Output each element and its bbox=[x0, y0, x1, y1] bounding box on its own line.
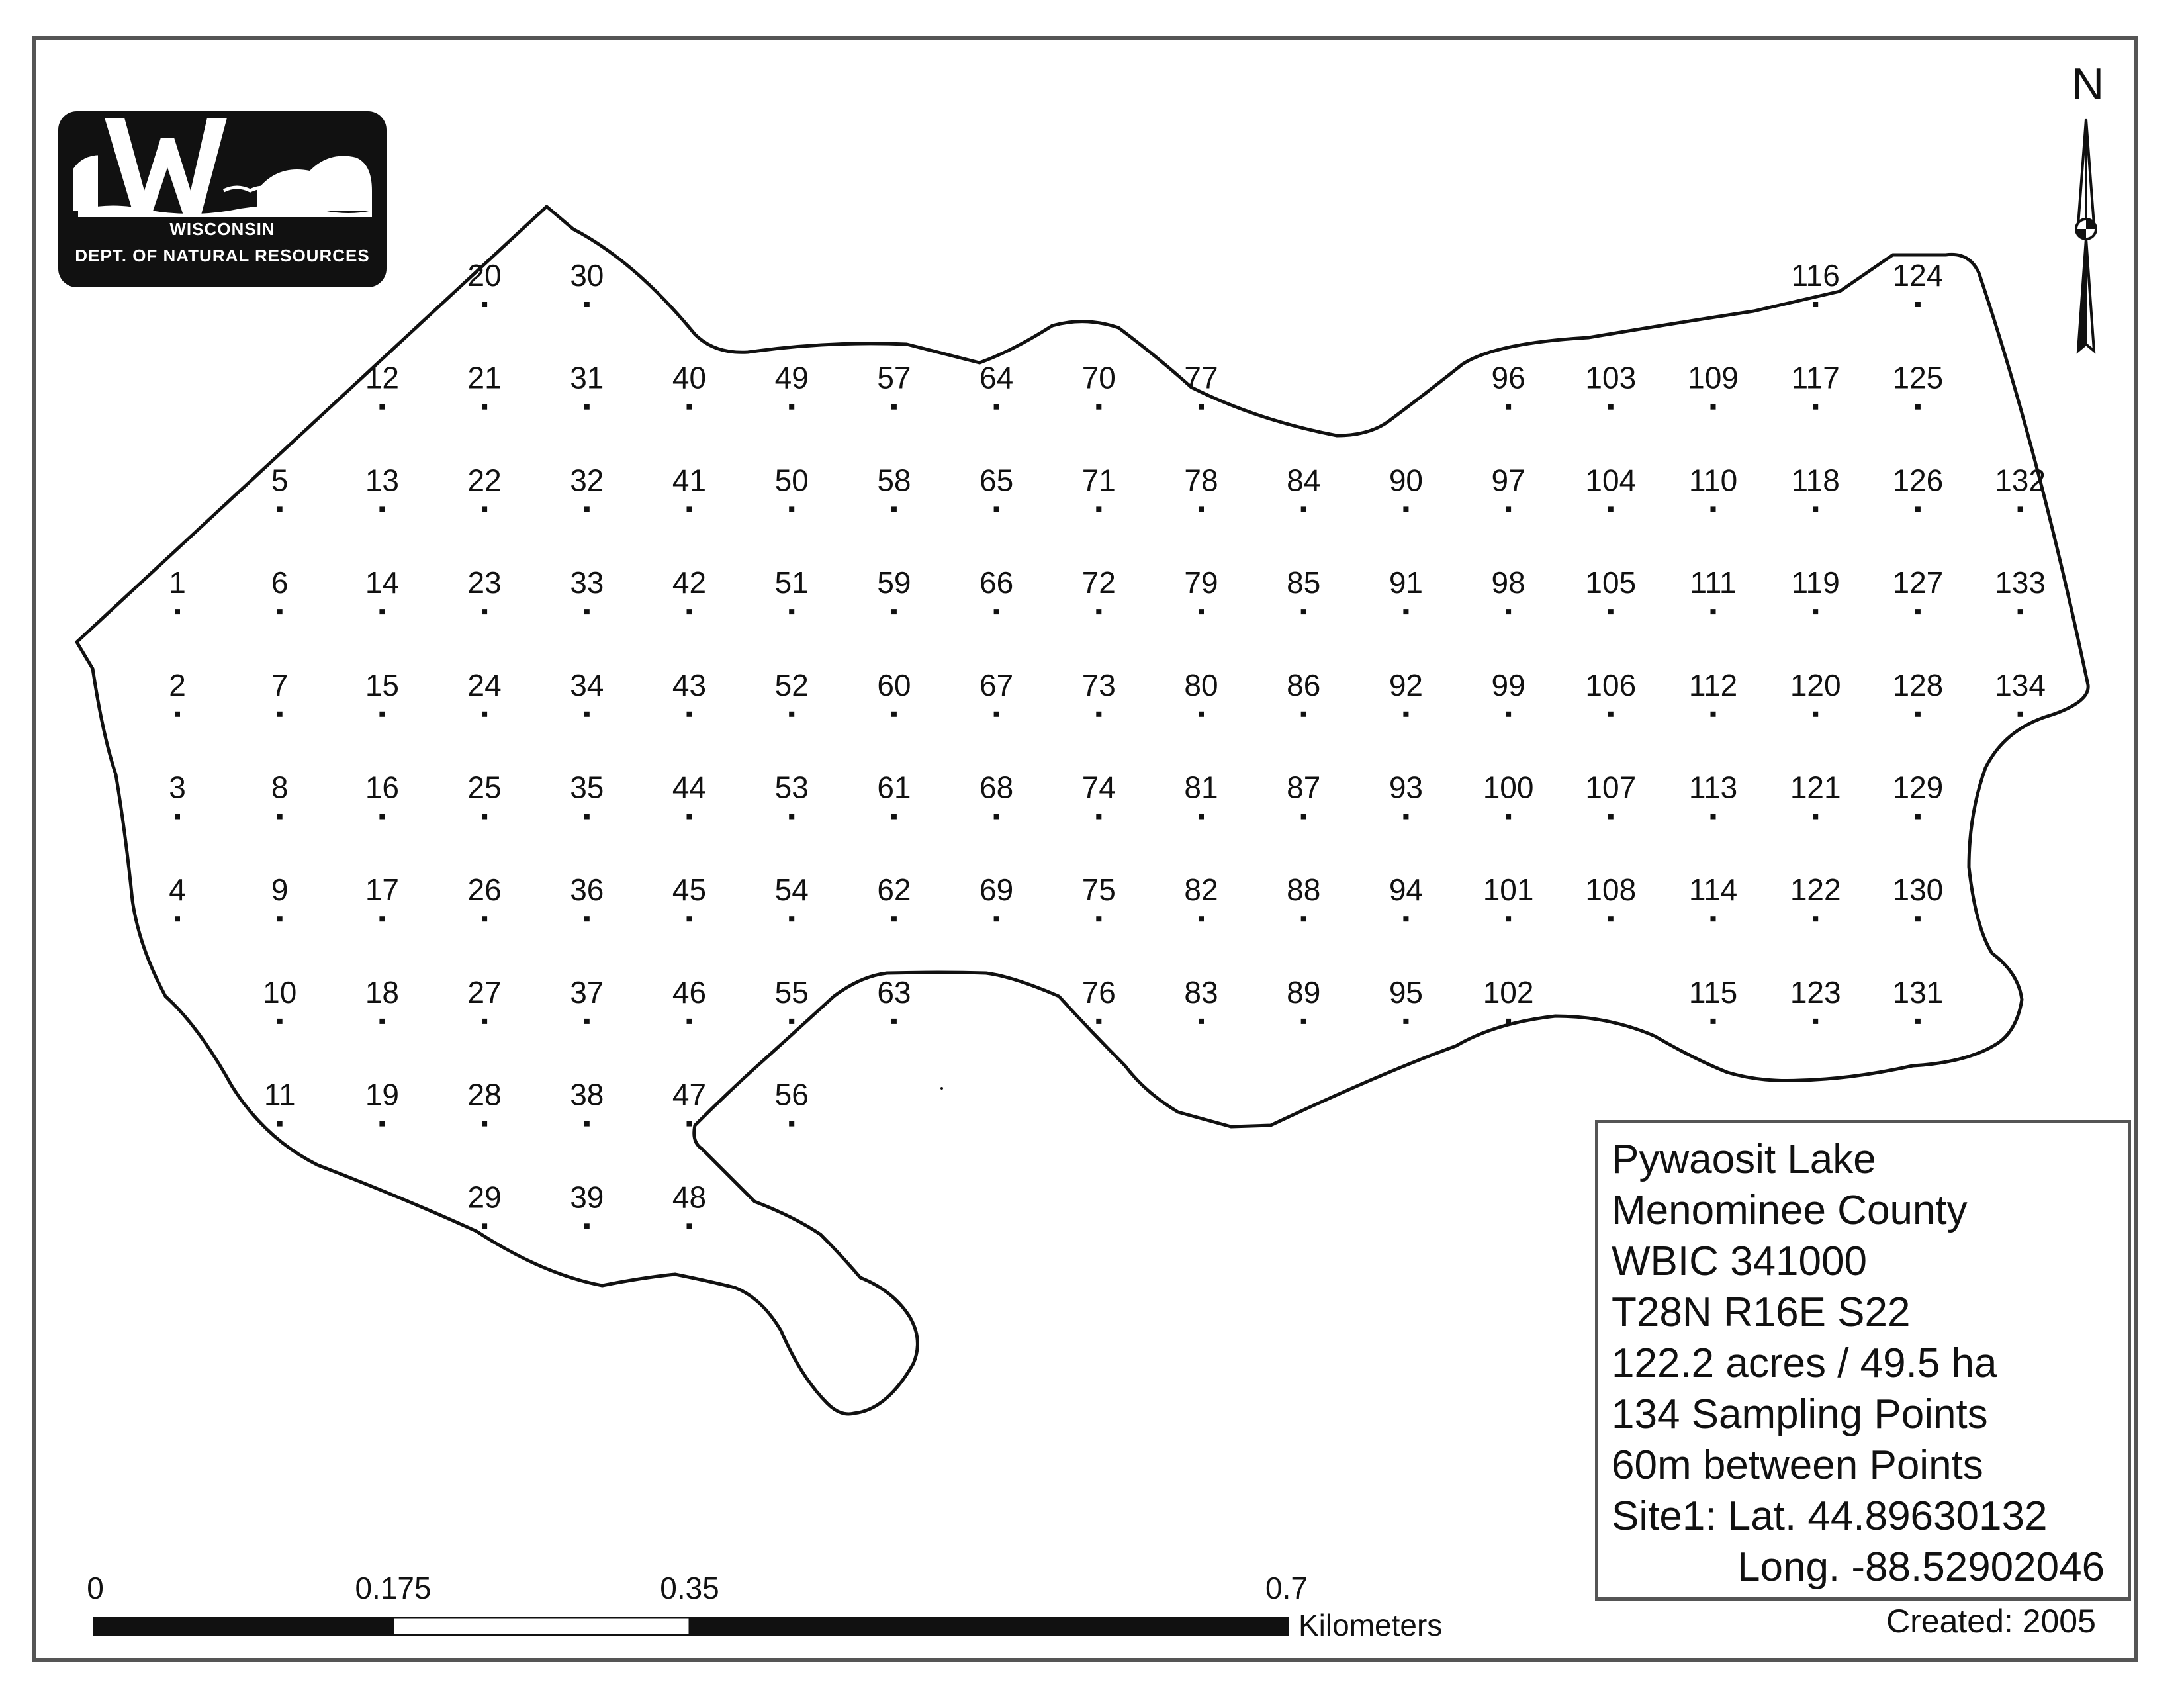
sampling-point-label: 62 bbox=[877, 872, 911, 908]
sampling-point-label: 134 bbox=[1995, 667, 2046, 702]
sampling-grid bbox=[169, 258, 2046, 1229]
sampling-point-marker bbox=[482, 814, 487, 820]
north-arrow-icon bbox=[2076, 119, 2096, 351]
scale-tick-0: 0 bbox=[87, 1571, 104, 1605]
sampling-point-marker bbox=[379, 1019, 385, 1024]
sampling-point-marker bbox=[994, 712, 999, 717]
sampling-point-label: 125 bbox=[1892, 360, 1944, 395]
sampling-point-label: 91 bbox=[1388, 565, 1423, 600]
sampling-point-marker bbox=[1199, 609, 1204, 614]
sampling-point-marker bbox=[1403, 1019, 1408, 1024]
sampling-point-label: 20 bbox=[467, 258, 502, 293]
sampling-point-marker bbox=[994, 814, 999, 820]
sampling-point-label: 82 bbox=[1184, 872, 1218, 908]
sampling-point-label: 41 bbox=[672, 463, 707, 498]
sampling-point-label: 42 bbox=[672, 565, 707, 600]
sampling-point-marker bbox=[482, 1019, 487, 1024]
sampling-point-marker bbox=[789, 506, 794, 512]
sampling-point-label: 121 bbox=[1790, 770, 1841, 805]
sampling-point-label: 132 bbox=[1995, 463, 2046, 498]
sampling-point-label: 71 bbox=[1081, 463, 1116, 498]
sampling-point-marker bbox=[1813, 506, 1818, 512]
sampling-point-marker bbox=[1403, 609, 1408, 614]
scale-tick-1: 0.175 bbox=[355, 1571, 432, 1605]
sampling-point-label: 24 bbox=[467, 667, 502, 702]
sampling-point-marker bbox=[379, 609, 385, 614]
sampling-point-marker bbox=[1915, 404, 1921, 410]
sampling-point-label: 52 bbox=[774, 667, 809, 702]
sampling-point-marker bbox=[687, 1223, 692, 1229]
sampling-point-marker bbox=[584, 1019, 590, 1024]
sampling-point-marker bbox=[994, 609, 999, 614]
sampling-point-label: 78 bbox=[1184, 463, 1218, 498]
sampling-point-marker bbox=[687, 916, 692, 921]
sampling-point-marker bbox=[1608, 814, 1614, 820]
sampling-point-label: 92 bbox=[1388, 667, 1423, 702]
wisconsin-dnr-logo-icon bbox=[58, 111, 387, 287]
sampling-point-label: 84 bbox=[1287, 463, 1321, 498]
sampling-point-label: 68 bbox=[979, 770, 1014, 805]
sampling-point-label: 22 bbox=[467, 463, 502, 498]
sampling-point-marker bbox=[482, 302, 487, 307]
sampling-point-marker bbox=[1199, 506, 1204, 512]
sampling-point-label: 7 bbox=[271, 667, 289, 702]
sampling-point-label: 69 bbox=[979, 872, 1014, 908]
sampling-point-label: 34 bbox=[570, 667, 604, 702]
north-label: N bbox=[2071, 59, 2105, 109]
sampling-point-label: 18 bbox=[365, 974, 399, 1009]
sampling-point-label: 3 bbox=[169, 770, 186, 805]
sampling-point-marker bbox=[891, 506, 897, 512]
sampling-point-label: 117 bbox=[1791, 360, 1840, 395]
sampling-point-label: 61 bbox=[877, 770, 911, 805]
sampling-point-label: 45 bbox=[672, 872, 707, 908]
sampling-point-label: 28 bbox=[467, 1077, 502, 1112]
sampling-point-marker bbox=[1608, 506, 1614, 512]
sampling-point-label: 21 bbox=[467, 360, 502, 395]
sampling-point-label: 83 bbox=[1184, 974, 1218, 1009]
sampling-point-marker bbox=[1301, 916, 1306, 921]
sampling-point-label: 102 bbox=[1482, 974, 1534, 1009]
sampling-point-label: 106 bbox=[1585, 667, 1637, 702]
sampling-point-marker bbox=[1813, 916, 1818, 921]
sampling-point-label: 17 bbox=[365, 872, 399, 908]
sampling-point-marker bbox=[1608, 404, 1614, 410]
sampling-point-label: 101 bbox=[1482, 872, 1534, 908]
sampling-point-marker bbox=[994, 404, 999, 410]
sampling-point-label: 129 bbox=[1892, 770, 1944, 805]
sampling-point-marker bbox=[1813, 1019, 1818, 1024]
sampling-point-marker bbox=[482, 916, 487, 921]
sampling-point-marker bbox=[584, 1121, 590, 1127]
sampling-point-marker bbox=[1711, 712, 1716, 717]
sampling-point-label: 30 bbox=[570, 258, 604, 293]
sampling-point-marker bbox=[1813, 609, 1818, 614]
sampling-point-marker bbox=[175, 712, 180, 717]
wbic-code: WBIC 341000 bbox=[1612, 1239, 1867, 1284]
sampling-point-label: 75 bbox=[1081, 872, 1116, 908]
sampling-point-marker bbox=[789, 1121, 794, 1127]
sampling-point-marker bbox=[891, 404, 897, 410]
sampling-point-label: 119 bbox=[1791, 565, 1840, 600]
sampling-point-label: 14 bbox=[365, 565, 399, 600]
sampling-point-marker bbox=[1711, 1019, 1716, 1024]
sampling-point-marker bbox=[789, 814, 794, 820]
lake-area: 122.2 acres / 49.5 ha bbox=[1612, 1340, 1997, 1386]
sampling-point-label: 79 bbox=[1184, 565, 1218, 600]
sampling-point-label: 64 bbox=[979, 360, 1014, 395]
sampling-point-marker bbox=[891, 1019, 897, 1024]
sampling-point-label: 10 bbox=[263, 974, 297, 1009]
sampling-point-label: 1 bbox=[169, 565, 186, 600]
sampling-point-label: 15 bbox=[365, 667, 399, 702]
sampling-point-marker bbox=[277, 712, 283, 717]
sampling-point-marker bbox=[1813, 404, 1818, 410]
sampling-point-marker bbox=[584, 404, 590, 410]
sampling-point-label: 44 bbox=[672, 770, 707, 805]
sampling-point-label: 114 bbox=[1688, 872, 1738, 908]
scale-bar bbox=[94, 1618, 1288, 1635]
sampling-point-marker bbox=[1711, 404, 1716, 410]
sampling-point-label: 29 bbox=[467, 1180, 502, 1215]
sampling-point-label: 120 bbox=[1790, 667, 1841, 702]
scale-segment-2 bbox=[393, 1618, 690, 1635]
sampling-point-label: 35 bbox=[570, 770, 604, 805]
sampling-point-marker bbox=[584, 609, 590, 614]
sampling-point-marker bbox=[1403, 712, 1408, 717]
sampling-point-marker bbox=[1915, 506, 1921, 512]
sampling-point-marker bbox=[482, 1223, 487, 1229]
logo-agency-line1: WISCONSIN bbox=[169, 219, 275, 239]
sampling-point-label: 80 bbox=[1184, 667, 1218, 702]
sampling-point-marker bbox=[789, 916, 794, 921]
sampling-point-marker bbox=[1096, 814, 1101, 820]
sampling-point-marker bbox=[277, 1019, 283, 1024]
sampling-point-label: 118 bbox=[1791, 463, 1840, 498]
sampling-point-label: 73 bbox=[1081, 667, 1116, 702]
sampling-point-label: 94 bbox=[1388, 872, 1423, 908]
sampling-point-marker bbox=[1096, 404, 1101, 410]
sampling-point-marker bbox=[482, 609, 487, 614]
sampling-point-label: 96 bbox=[1491, 360, 1525, 395]
sampling-point-marker bbox=[584, 1223, 590, 1229]
sampling-point-marker bbox=[379, 916, 385, 921]
sampling-point-label: 72 bbox=[1081, 565, 1116, 600]
sampling-point-label: 99 bbox=[1491, 667, 1525, 702]
created-date: Created: 2005 bbox=[1886, 1603, 2096, 1640]
sampling-point-marker bbox=[584, 506, 590, 512]
sampling-point-marker bbox=[1915, 302, 1921, 307]
sampling-point-marker bbox=[584, 814, 590, 820]
site-latitude: Site1: Lat. 44.89630132 bbox=[1612, 1493, 2048, 1539]
sampling-point-label: 6 bbox=[271, 565, 289, 600]
sampling-point-marker bbox=[2018, 609, 2023, 614]
sampling-point-marker bbox=[584, 712, 590, 717]
township-range-section: T28N R16E S22 bbox=[1612, 1289, 1911, 1335]
sampling-point-marker bbox=[1096, 712, 1101, 717]
sampling-point-label: 33 bbox=[570, 565, 604, 600]
sampling-point-label: 48 bbox=[672, 1180, 707, 1215]
sampling-point-label: 9 bbox=[271, 872, 289, 908]
sampling-point-label: 124 bbox=[1892, 258, 1944, 293]
sampling-point-marker bbox=[891, 609, 897, 614]
sampling-point-marker bbox=[1199, 404, 1204, 410]
sampling-point-label: 11 bbox=[263, 1077, 296, 1112]
sampling-point-marker bbox=[1608, 712, 1614, 717]
sampling-point-marker bbox=[1199, 814, 1204, 820]
sampling-point-marker bbox=[1506, 609, 1511, 614]
sampling-point-marker bbox=[1199, 916, 1204, 921]
sampling-point-marker bbox=[1199, 1019, 1204, 1024]
sampling-point-marker bbox=[687, 404, 692, 410]
sampling-point-label: 85 bbox=[1287, 565, 1321, 600]
sampling-point-label: 27 bbox=[467, 974, 502, 1009]
sampling-point-label: 110 bbox=[1688, 463, 1738, 498]
sampling-point-marker bbox=[1813, 302, 1818, 307]
sampling-point-label: 90 bbox=[1388, 463, 1423, 498]
sampling-point-label: 53 bbox=[774, 770, 809, 805]
sampling-point-marker bbox=[891, 814, 897, 820]
scale-segment-1 bbox=[94, 1618, 393, 1635]
sampling-point-label: 112 bbox=[1688, 667, 1738, 702]
sampling-point-label: 46 bbox=[672, 974, 707, 1009]
sampling-point-label: 32 bbox=[570, 463, 604, 498]
sampling-point-marker bbox=[1506, 916, 1511, 921]
sampling-point-marker bbox=[687, 506, 692, 512]
sampling-point-label: 19 bbox=[365, 1077, 399, 1112]
sampling-point-marker bbox=[891, 712, 897, 717]
sampling-point-label: 31 bbox=[570, 360, 604, 395]
sampling-point-label: 49 bbox=[774, 360, 809, 395]
county-name: Menominee County bbox=[1612, 1188, 1968, 1233]
sampling-point-label: 8 bbox=[271, 770, 289, 805]
sampling-point-label: 23 bbox=[467, 565, 502, 600]
sampling-point-label: 116 bbox=[1791, 258, 1840, 293]
sampling-point-label: 67 bbox=[979, 667, 1014, 702]
sampling-point-marker bbox=[1506, 506, 1511, 512]
sampling-point-marker bbox=[1915, 609, 1921, 614]
sampling-point-marker bbox=[1301, 506, 1306, 512]
sampling-point-marker bbox=[1506, 1019, 1511, 1024]
sampling-point-marker bbox=[1608, 609, 1614, 614]
sampling-point-label: 57 bbox=[877, 360, 911, 395]
sampling-point-label: 88 bbox=[1287, 872, 1321, 908]
sampling-point-label: 2 bbox=[169, 667, 186, 702]
sampling-point-marker bbox=[1096, 506, 1101, 512]
sampling-points-count: 134 Sampling Points bbox=[1612, 1391, 1988, 1437]
scale-segment-3 bbox=[690, 1618, 1288, 1635]
sampling-point-label: 100 bbox=[1482, 770, 1534, 805]
sampling-point-marker bbox=[175, 814, 180, 820]
site-longitude: Long. -88.52902046 bbox=[1737, 1544, 2105, 1590]
sampling-point-label: 50 bbox=[774, 463, 809, 498]
sampling-point-marker bbox=[687, 609, 692, 614]
sampling-point-label: 55 bbox=[774, 974, 809, 1009]
sampling-point-label: 51 bbox=[774, 565, 809, 600]
sampling-point-label: 43 bbox=[672, 667, 707, 702]
sampling-point-label: 54 bbox=[774, 872, 809, 908]
sampling-point-label: 60 bbox=[877, 667, 911, 702]
sampling-point-marker bbox=[2018, 712, 2023, 717]
sampling-point-marker bbox=[1915, 814, 1921, 820]
sampling-point-marker bbox=[1096, 916, 1101, 921]
sampling-point-marker bbox=[379, 814, 385, 820]
sampling-point-label: 26 bbox=[467, 872, 502, 908]
sampling-point-label: 105 bbox=[1585, 565, 1637, 600]
sampling-point-label: 66 bbox=[979, 565, 1014, 600]
sampling-point-marker bbox=[1915, 712, 1921, 717]
sampling-point-marker bbox=[379, 404, 385, 410]
sampling-point-label: 12 bbox=[365, 360, 399, 395]
sampling-point-label: 40 bbox=[672, 360, 707, 395]
sampling-point-marker bbox=[789, 609, 794, 614]
sampling-point-label: 97 bbox=[1491, 463, 1525, 498]
sampling-point-label: 65 bbox=[979, 463, 1014, 498]
sampling-point-label: 123 bbox=[1790, 974, 1841, 1009]
sampling-point-label: 111 bbox=[1690, 565, 1737, 600]
sampling-point-marker bbox=[1813, 814, 1818, 820]
sampling-point-label: 25 bbox=[467, 770, 502, 805]
sampling-point-label: 107 bbox=[1585, 770, 1637, 805]
sampling-point-label: 86 bbox=[1287, 667, 1321, 702]
sampling-point-label: 89 bbox=[1287, 974, 1321, 1009]
sampling-point-marker bbox=[1506, 404, 1511, 410]
sampling-point-label: 39 bbox=[570, 1180, 604, 1215]
sampling-point-marker bbox=[687, 814, 692, 820]
sampling-point-marker bbox=[1915, 1019, 1921, 1024]
sampling-point-marker bbox=[175, 916, 180, 921]
sampling-point-marker bbox=[1301, 1019, 1306, 1024]
sampling-point-marker bbox=[789, 1019, 794, 1024]
sampling-point-label: 127 bbox=[1892, 565, 1944, 600]
sampling-point-label: 47 bbox=[672, 1077, 707, 1112]
sampling-point-label: 77 bbox=[1184, 360, 1218, 395]
sampling-point-label: 130 bbox=[1892, 872, 1944, 908]
sampling-point-label: 98 bbox=[1491, 565, 1525, 600]
sampling-point-marker bbox=[175, 609, 180, 614]
sampling-point-label: 59 bbox=[877, 565, 911, 600]
sampling-point-label: 104 bbox=[1585, 463, 1637, 498]
sampling-point-label: 87 bbox=[1287, 770, 1321, 805]
sampling-point-label: 128 bbox=[1892, 667, 1944, 702]
sampling-point-marker bbox=[2018, 506, 2023, 512]
sampling-point-label: 108 bbox=[1585, 872, 1637, 908]
sampling-point-label: 103 bbox=[1585, 360, 1637, 395]
sampling-point-marker bbox=[1711, 916, 1716, 921]
sampling-point-marker bbox=[1096, 1019, 1101, 1024]
sampling-point-label: 113 bbox=[1688, 770, 1738, 805]
sampling-point-label: 122 bbox=[1790, 872, 1841, 908]
sampling-point-marker bbox=[1301, 712, 1306, 717]
sampling-point-label: 4 bbox=[169, 872, 186, 908]
sampling-point-label: 131 bbox=[1892, 974, 1944, 1009]
sampling-point-label: 13 bbox=[365, 463, 399, 498]
sampling-point-marker bbox=[277, 609, 283, 614]
sampling-point-marker bbox=[891, 916, 897, 921]
lake-name: Pywaosit Lake bbox=[1612, 1137, 1876, 1182]
sampling-point-label: 126 bbox=[1892, 463, 1944, 498]
sampling-point-marker bbox=[482, 1121, 487, 1127]
sampling-point-marker bbox=[379, 506, 385, 512]
sampling-point-marker bbox=[1813, 712, 1818, 717]
sampling-point-label: 16 bbox=[365, 770, 399, 805]
sampling-point-marker bbox=[1608, 916, 1614, 921]
sampling-point-marker bbox=[277, 506, 283, 512]
sampling-point-label: 63 bbox=[877, 974, 911, 1009]
sampling-point-marker bbox=[584, 916, 590, 921]
sampling-point-marker bbox=[994, 916, 999, 921]
sampling-point-marker bbox=[1915, 916, 1921, 921]
sampling-point-label: 5 bbox=[271, 463, 289, 498]
sampling-point-marker bbox=[1403, 916, 1408, 921]
point-spacing: 60m between Points bbox=[1612, 1442, 1983, 1488]
scale-unit: Kilometers bbox=[1298, 1608, 1443, 1642]
sampling-point-marker bbox=[1301, 814, 1306, 820]
sampling-point-marker bbox=[994, 506, 999, 512]
sampling-point-label: 36 bbox=[570, 872, 604, 908]
sampling-point-label: 70 bbox=[1081, 360, 1116, 395]
sampling-point-marker bbox=[789, 712, 794, 717]
sampling-point-marker bbox=[1199, 712, 1204, 717]
sampling-point-marker bbox=[277, 1121, 283, 1127]
sampling-point-marker bbox=[277, 916, 283, 921]
sampling-point-label: 95 bbox=[1388, 974, 1423, 1009]
sampling-point-marker bbox=[1301, 609, 1306, 614]
sampling-point-marker bbox=[1506, 814, 1511, 820]
sampling-point-marker bbox=[1403, 506, 1408, 512]
sampling-point-marker bbox=[379, 1121, 385, 1127]
sampling-point-site1 bbox=[940, 1087, 943, 1090]
sampling-point-marker bbox=[687, 1121, 692, 1127]
sampling-point-marker bbox=[1711, 609, 1716, 614]
sampling-point-label: 37 bbox=[570, 974, 604, 1009]
sampling-point-label: 133 bbox=[1995, 565, 2046, 600]
sampling-point-marker bbox=[1711, 814, 1716, 820]
sampling-point-marker bbox=[482, 506, 487, 512]
sampling-point-marker bbox=[277, 814, 283, 820]
sampling-point-marker bbox=[1403, 814, 1408, 820]
sampling-point-label: 74 bbox=[1081, 770, 1116, 805]
sampling-point-marker bbox=[789, 404, 794, 410]
sampling-point-label: 56 bbox=[774, 1077, 809, 1112]
sampling-point-label: 38 bbox=[570, 1077, 604, 1112]
scale-tick-3: 0.7 bbox=[1265, 1571, 1308, 1605]
sampling-point-marker bbox=[1711, 506, 1716, 512]
sampling-point-label: 81 bbox=[1184, 770, 1218, 805]
scale-tick-2: 0.35 bbox=[660, 1571, 719, 1605]
logo-agency-line2: DEPT. OF NATURAL RESOURCES bbox=[75, 246, 370, 265]
sampling-point-marker bbox=[687, 712, 692, 717]
sampling-point-label: 109 bbox=[1688, 360, 1739, 395]
sampling-point-marker bbox=[1096, 609, 1101, 614]
sampling-point-marker bbox=[482, 404, 487, 410]
sampling-point-label: 93 bbox=[1388, 770, 1423, 805]
sampling-point-label: 115 bbox=[1688, 974, 1738, 1009]
sampling-point-label: 58 bbox=[877, 463, 911, 498]
map-legend bbox=[1595, 1120, 2131, 1601]
sampling-point-marker bbox=[687, 1019, 692, 1024]
sampling-point-marker bbox=[584, 302, 590, 307]
sampling-point-marker bbox=[1506, 712, 1511, 717]
sampling-point-marker bbox=[379, 712, 385, 717]
sampling-point-label: 76 bbox=[1081, 974, 1116, 1009]
sampling-point-marker bbox=[482, 712, 487, 717]
